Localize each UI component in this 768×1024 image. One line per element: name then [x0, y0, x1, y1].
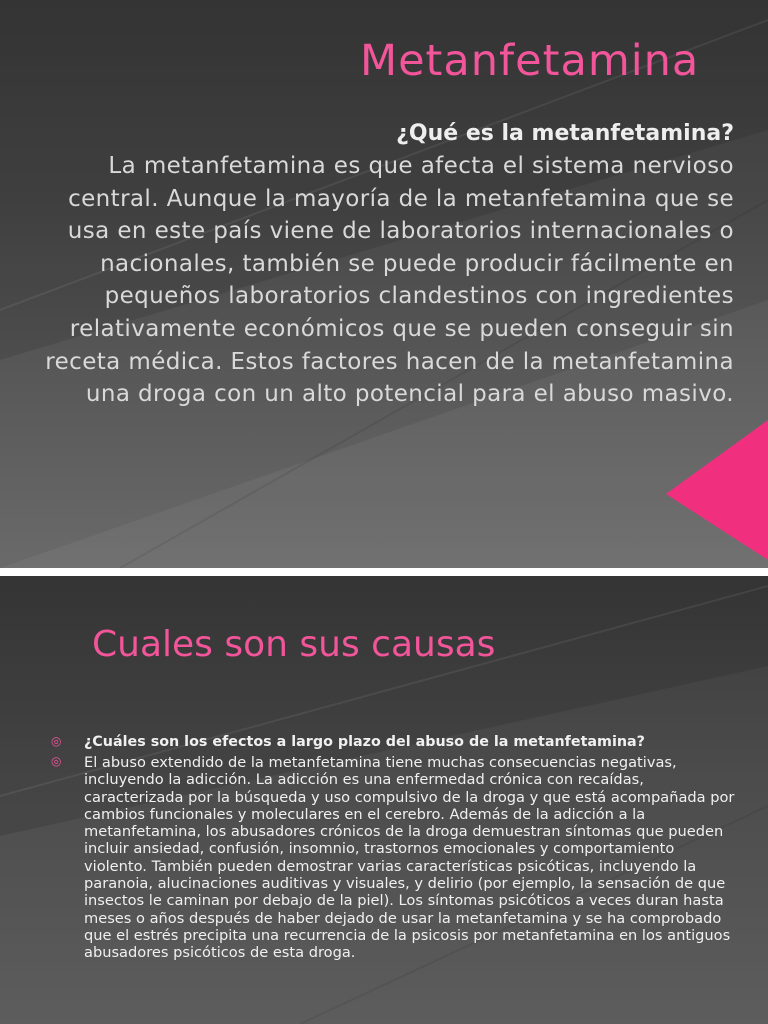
list-item-text: El abuso extendido de la metanfetamina tiene muchas consecuencias negativas, incluyendo la adicción. La adicción es una enfermedad crónica con recaídas, caracterizada por la búsqueda y uso compulsivo de la droga y que está acompañada por cambios funcionales y moleculares en el cerebro. Además de la adicción a la metanfetamina, los abusadores crónicos de la droga demuestran síntomas que pueden incluir ansiedad, confusión, insomnio, trastornos emocionales y comportamiento violento. También pueden demostrar varias características psicóticas, incluyendo la paranoia, alucinaciones auditivas y visuales, y delirio (por ejemplo, la sensación de que insectos le caminan por debajo de la piel). Los síntomas psicóticos a veces duran hasta meses o años después de haber dejado de usar la metanfetamina y se ha comprobado que el estrés precipita una recurrencia de la psicosis por metanfetamina en los antiguos abusadores psicóticos de esta droga.: [84, 754, 735, 962]
list-item-text: ¿Cuáles son los efectos a largo plazo del abuso de la metanfetamina?: [84, 734, 645, 750]
slide-title: Metanfetamina: [360, 36, 700, 86]
slide-causas: [0, 576, 768, 1024]
target-bullet-icon: ◎: [51, 734, 62, 748]
target-bullet-icon: ◎: [51, 754, 62, 768]
slide-body: [38, 118, 734, 411]
bullet-list: [46, 734, 736, 962]
body-paragraph: La metanfetamina es que afecta el sistema nervioso central. Aunque la mayoría de la metanfetamina que se usa en este país viene de laboratorios internacionales o nacionales, también se puede producir fácilmente en pequeños laboratorios clandestinos con ingredientes relativamente económicos que se pueden conseguir sin receta médica. Estos factores hacen de la metanfetamina una droga con un alto potencial para el abuso masivo.: [45, 153, 734, 408]
slide-title: Cuales son sus causas: [92, 624, 496, 665]
list-item: [46, 734, 736, 751]
question-heading: ¿Qué es la metanfetamina?: [396, 121, 734, 146]
list-item: [46, 754, 736, 962]
